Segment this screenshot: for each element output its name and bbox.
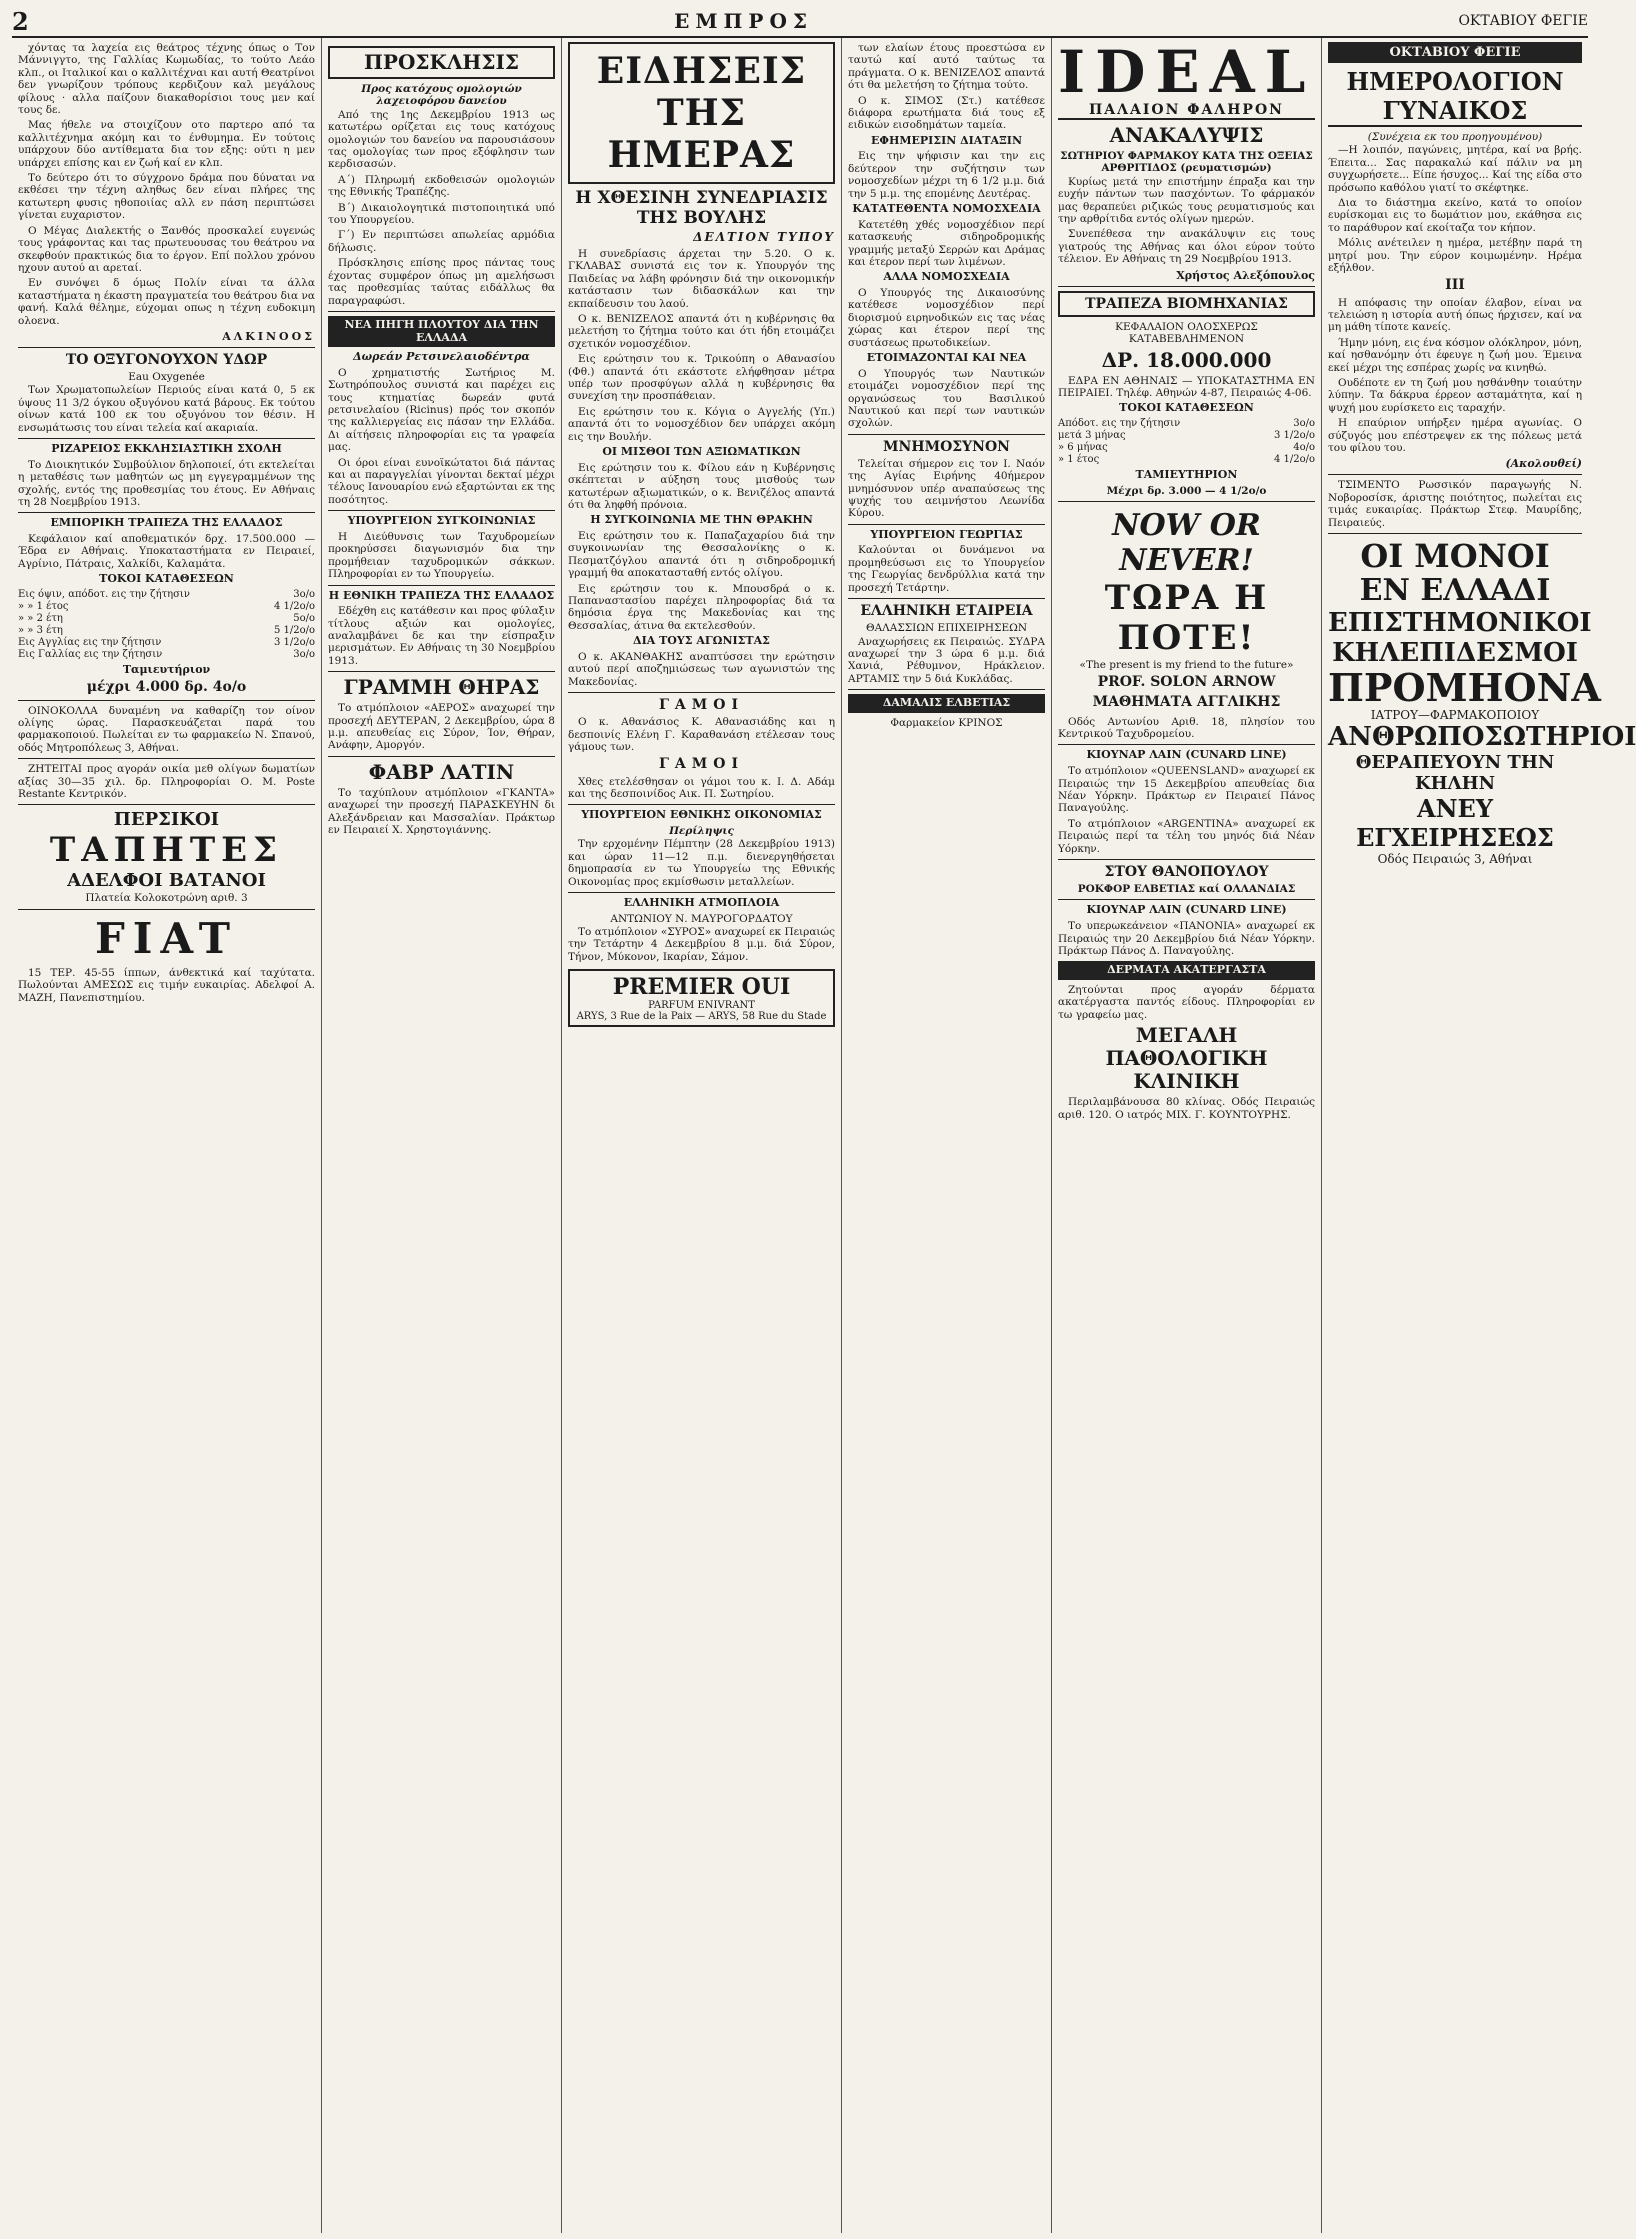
article-intro: χόντας τα λαχεία εις θεάτρος τέχνης όπως ο Τον Μάννιγγτο, της Γαλλίας Κωμωδίας, το τούτο Λεάο κλπ., οι Ιταλικοί και ο καλλιτέχναι και αυτή Θεατρίνοι δεν γνωρίζουν τρόπους κερδιζουν καλ μεγάλους φίλους · αλλα παίζουν διακαθορίσιοι τους μεν καί τους δε.: [18, 42, 315, 117]
serial-text: Ουδέποτε εν τη ζωή μου ησθάνθην τοιαύτην λύπην. Τα δάκρυα έρρεον ασταμάτητα, καί η ψυχή μου ευρίσκετο εις ταραχήν.: [1328, 377, 1582, 414]
ideal-ad-sub: ΠΑΛΑΙΟΝ ΦΑΛΗΡΟΝ: [1089, 102, 1284, 118]
paper-name: ΕΜΠΡΟΣ: [674, 9, 814, 33]
fiat-ad-title: FIAT: [94, 913, 238, 963]
discovery-text: Συνεπέθεσα την ανακάλυψιν εις τους γιατρούς της Αθήνας και όλοι εύρον τούτο τέλειον. Εν Αθήναις τη 29 Νοεμβρίου 1913.: [1058, 228, 1315, 266]
company-text: Αναχωρήσεις εκ Πειραιώς. ΣΥΔΡΑ αναχωρεί την 3 ώρα 6 μ.μ. διά Χανιά, Ρέθυμνον, Ηράκλειον. ΑΡΤΑΜΙΣ την 5 διά Κυκλάδας.: [848, 635, 1045, 685]
rate-row: [18, 637, 315, 649]
salaries-text: Εις ερώτησιν του κ. Φίλου εάν η Κυβέρνησις σκέπτεται ν αύξηση τους μισθούς των κατωτέρων αξιωματικών, ο κ. Βενιζέλος απαντά ότι θα ληφθή πρόνοια.: [568, 461, 835, 511]
divider: [1058, 286, 1315, 287]
parliament-text: Ο κ. ΒΕΝΙΖΕΛΟΣ απαντά ότι η κυβέρνησις θα μελετήση το ζήτημα τούτο και ότι ήδη ετοιμάζει σχετικόν νομοσχέδιον.: [568, 313, 835, 350]
economy-subheading: Περίληψις: [669, 824, 734, 837]
rate-row: [1058, 430, 1315, 442]
parliament-text: Η συνεδρίασις άρχεται την 5.20. Ο κ. ΓΚΛΑΒΑΣ συνιστά εις τον κ. Υπουργόν της Παιδείας να λάβη φρόνησιν διά την οικονομικήν κατάστασιν των διδασκάλων και την εκπαίδευσιν του λαού.: [568, 248, 835, 310]
divider: [18, 758, 315, 759]
school-heading: ΡΙΖΑΡΕΙΟΣ ΕΚΚΛΗΣΙΑΣΤΙΚΗ ΣΧΟΛΗ: [51, 442, 282, 456]
parliament-text: Εις ερώτησιν του κ. Τρικούπη ο Αθανασίου (Φθ.) απαντά ότι εκάστοτε ελήφθησαν μέτρα υπέρ των προσφύγων αλλά η κυβέρνησις θα συνεχίση την προσπάθειαν.: [568, 353, 835, 403]
divider: [328, 671, 555, 672]
agenda-heading: ΕΦΗΜΕΡΙΣΙΝ ΔΙΑΤΑΞΙΝ: [870, 133, 1023, 147]
serial-text: Μόλις ανέτειλεν η ημέρα, μετέβην παρά τη μητρί μου. Την εύρον κοιμωμένην. Ηρέμα εξήλθον.: [1328, 237, 1582, 275]
serial-text: —Η λοιπόν, παγώνεις, μητέρα, καί να βρής. Έπειτα... Σας παρακαλώ καί πάλιν να μη συγχωρήσετε... Είπε ήσυχος... Καί της είδα στο πρόσωπο καθόλου γιατί το σκέφτηκε.: [1328, 144, 1582, 194]
wealth-heading: ΝΕΑ ΠΗΓΗ ΠΛΟΥΤΟΥ ΔΙΑ ΤΗΝ ΕΛΛΑΔΑ: [328, 316, 555, 347]
other-bills-text: Ο Υπουργός της Δικαιοσύνης κατέθεσε νομοσχέδιον περί διορισμού ειρηνοδικών εις τας νέας χώρας και έτερον περί της συστάσεως πρωτοδικείων.: [848, 287, 1045, 349]
agriculture-text: Καλούνται οι δυνάμενοι να προμηθεύσωσι εις το Υπουργείον της Γεωργίας δενδρύλλια κατά την προσεχή Τετάρτην.: [848, 544, 1045, 594]
ideal-ad: [1058, 38, 1316, 120]
oinokola-ad: ΟΙΝΟΚΟΛΛΑ δυναμένη να καθαρίζη τον οίνον ολίγης ώρας. Παρασκευάζεται παρά του φαρμακοποιού. Πωλείται εν τω φαρμακείω Ν. Σπανού, οδός Μητροπόλεως 3, Αθήναι.: [18, 704, 315, 754]
rate-row: [18, 601, 315, 613]
divider: [848, 598, 1045, 599]
thrace-text: Εις ερώτησιν του κ. Μπουσδρά ο κ. Παπαναστασίου παρέχει πληροφορίας διά τα δημόσια έργα της Μακεδονίας και της Θεσσαλίας, άτινα θα εκτελεσθούν.: [568, 582, 835, 632]
divider: [848, 689, 1045, 690]
divider: [568, 804, 835, 805]
serial-continued: (Συνέχεια εκ του προηγουμένου): [1367, 131, 1543, 143]
rate-label: » 1 έτος: [1058, 454, 1100, 466]
oxygen-text: Των Χρωματοπωλείων Περιούς είναι κατά 0, 5 εκ ύψους 11 3/2 όγκου οξυγόνου κατά βάρους. Εκ τούτου οίνων κατά 100 εκ του οξυγόνου τον θέσιν. Η ενσωμάτωσις του είναι τελεία καί ακαριαία.: [18, 384, 315, 434]
rate-label: Εις Αγγλίας εις την ζήτησιν: [18, 636, 162, 648]
hernia-ad-line: ΑΝΕΥ ΕΓΧΕΙΡΗΣΕΩΣ: [1356, 794, 1554, 853]
serial-author: ΟΚΤΑΒΙΟΥ ΦΕΓΙΕ: [1328, 42, 1582, 63]
weddings-heading: ΓΑΜΟΙ: [658, 697, 745, 714]
discovery-subheading: ΣΩΤΗΡΙΟΥ ΦΑΡΜΑΚΟΥ ΚΑΤΑ ΤΗΣ ΟΞΕΙΑΣ ΑΡΘΡΙΤΙΔΟΣ (ρευματισμών): [1060, 150, 1313, 175]
article-signature: ΑΛΚΙΝΟΟΣ: [222, 329, 315, 343]
hernia-belt-ad: [1328, 537, 1636, 867]
rate-value: 4ο/ο: [1293, 442, 1315, 454]
national-bank-text: Εδέχθη εις κατάθεσιν και προς φύλαξιν τίτλους αξιών και ομολογίες, αναλαμβάνει δε και την είσπραξιν μερισμάτων. Εν Αθήναις τη 30 Νοεμβρίου 1913.: [328, 605, 555, 667]
hernia-ad-line: ΕΠΙΣΤΗΜΟΝΙΚΟΙ: [1328, 608, 1592, 639]
thira-line-text: Το ατμόπλοιον «ΑΕΡΟΣ» αναχωρεί την προσεχή ΔΕΥΤΕΡΑΝ, 2 Δεκεμβρίου, ώρα 8 μ.μ. απευθείας εις Σύρον, Ίον, Θήραν, Ανάφην, Αμοργόν.: [328, 702, 555, 752]
divider: [18, 347, 315, 348]
cunard-text: Το ατμόπλοιον «ARGENTINA» αναχωρεί εκ Πειραιώς περί τα τέλη του μηνός διά Νέαν Υόρκην.: [1058, 817, 1315, 855]
rate-row: [1058, 418, 1315, 430]
serial-text: Ήμην μόνη, εις ένα κόσμον ολόκληρον, μόνη, καί ησθανόμην ότι έφευγε η ζωή μου. Έμεινα εκεί μέχρι της εσπέρας χωρίς να κινηθώ.: [1328, 336, 1582, 374]
perfume-ad-sub: PARFUM ENIVRANT: [648, 1000, 755, 1012]
fiat-ad-text: 15 ΤΕΡ. 45-55 ίππων, άνθεκτικά καί ταχύτατα. Πωλούνται ΑΜΕΣΩΣ εις τιμήν ευκαιρίας. Αδελφοί Α. ΜΑΖΗ, Πανεπιστημίου.: [18, 966, 315, 1004]
rate-value: 4 1/2ο/ο: [273, 600, 315, 612]
wealth-text: Οι όροι είναι ευνοϊκώτατοι διά πάντας και αι παραγγελίαι γίνονται δεκταί μέχρι τέλους Ιανουαρίου ενώ εξαρτώνται εκ της ποσότητος.: [328, 456, 555, 506]
article-paragraph: Το δεύτερο ότι το σύγχρονο δράμα που δύναται να εκθέσει την τέχνη αληθως δεν είναι πλήρες της κατωτερη φυσις ηθοποιίας αλλ εν πάση περιπτώσει γίνεται ευχαριστον.: [18, 172, 315, 222]
thanopoulos-heading: ΣΤΟΥ ΘΑΝΟΠΟΥΛΟΥ: [1104, 863, 1269, 880]
rate-label: Εις Γαλλίας εις την ζήτησιν: [18, 648, 163, 660]
cunard-text: Το ατμόπλοιον «QUEENSLAND» αναχωρεί εκ Πειραιώς την 15 Δεκεμβρίου απευθείας δια Νέαν Υόρκην. Πράκτωρ εν Πειραιεί Πάνος Παναγούλης.: [1058, 765, 1315, 815]
english-ad-motto: «The present is my friend to the future»: [1079, 659, 1294, 672]
rate-value: 5ο/ο: [293, 612, 315, 624]
industry-bank-heading: ΤΡΑΠΕΖΑ ΒΙΟΜΗΧΑΝΙΑΣ: [1058, 291, 1315, 317]
thrace-text: Εις ερώτησιν του κ. Παπαζαχαρίου διά την συγκοινωνίαν της Θεσσαλονίκης ο κ. Πεσματζόγλου απαντά ότι η σιδηροδρομική γραμμή θα αποκατασταθή εντός ολίγου.: [568, 530, 835, 580]
wanted-ad: ΖΗΤΕΙΤΑΙ προς αγοράν οικία μεθ ολίγων δωματίων αξίας 30—35 χιλ. δρ. Πληροφορίαι Ο. Μ. Poste Restante Κεντρικόν.: [18, 763, 315, 800]
invitation-heading: ΠΡΟΣΚΛΗΣΙΣ: [328, 46, 555, 79]
hernia-ad-line: ΙΑΤΡΟΥ—ΦΑΡΜΑΚΟΠΟΙΟΥ: [1370, 708, 1540, 723]
press-bulletin-label: ΔΕΛΤΙΟΝ ΤΥΠΟΥ: [693, 230, 835, 244]
bank-text: Κεφάλαιον καί αποθεματικόν δρχ. 17.500.000 — Έδρα εν Αθήναις. Υποκαταστήματα εν Πειραιεί, Αγρίνιο, Πάτραις, Χαλκίδι, Καλαμάτα.: [18, 532, 315, 570]
invitation-subheading: Προς κατόχους ομολογιών λαχειοφόρου δανείου: [361, 83, 522, 108]
rate-label: » » 3 έτη: [18, 624, 63, 636]
rate-label: » » 1 έτος: [18, 600, 69, 612]
fabre-line-text: Το ταχύπλουν ατμόπλοιον «ΓΚΑΝΤΑ» αναχωρεί την προσεχή ΠΑΡΑΣΚΕΥΗΝ δι Αλεξάνδρειαν και Μασσαλίαν. Πράκτωρ εν Πειραιεί Χ. Χρηστογιάννης.: [328, 786, 555, 837]
agriculture-heading: ΥΠΟΥΡΓΕΙΟΝ ΓΕΩΡΓΙΑΣ: [870, 527, 1023, 541]
rate-label: Εις όψιν, απόδοτ. εις την ζήτησιν: [18, 588, 190, 600]
divider: [568, 692, 835, 693]
company-subheading: ΘΑΛΑΣΣΙΩΝ ΕΠΙΧΕΙΡΗΣΕΩΝ: [865, 622, 1028, 635]
vaccine-ad-heading: ΔΑΜΑΛΙΣ ΕΛΒΕΤΙΑΣ: [848, 694, 1045, 713]
serial-to-be-continued: (Ακολουθεί): [1505, 457, 1582, 471]
industry-bank-sub: ΚΕΦΑΛΑΙΟΝ ΟΛΟΣΧΕΡΩΣ ΚΑΤΑΒΕΒΛΗΜΕΝΟΝ: [1115, 320, 1258, 346]
weddings-text: Χθες ετελέσθησαν οι γάμοι του κ. Ι. Δ. Αδάμ και της δεσποινίδος Αικ. Π. Σωτηρίου.: [568, 775, 835, 800]
invitation-item: Α΄) Πληρωμή εκδοθεισών ομολογιών της Εθνικής Τραπέζης.: [328, 173, 555, 199]
column-4: [842, 38, 1052, 2233]
rate-label: μετά 3 μήνας: [1058, 430, 1126, 442]
news-masthead: [568, 42, 835, 184]
wealth-subheading: Δωρεάν Ρετσινελαιοδέντρα: [353, 350, 530, 364]
bills-text: Κατετέθη χθές νομοσχέδιον περί κατασκευής σιδηροδρομικής γραμμής μεταξύ Σερρών και Δράμας και έτερον περί των λιμένων.: [848, 218, 1045, 268]
column-6: [1322, 38, 1636, 2233]
invitation-item: Β΄) Δικαιολογητικά πιστοποιητικά υπό του Υπουργείου.: [328, 201, 555, 227]
hernia-ad-line: ΑΝΘΡΩΠΟΣΩΤΗΡΙΟΙ: [1328, 722, 1636, 753]
rate-label: » » 2 έτη: [18, 612, 63, 624]
rate-row: [18, 613, 315, 625]
cunard-heading: ΚΙΟΥΝΑΡ ΛΑΙΝ (CUNARD LINE): [1086, 748, 1287, 762]
article-paragraph: Εν συνόψει δ όμως Πολίν είναι τα άλλα καταστήματα η έκαστη πραγματεία του θεάτρου δια να φανή. Καλά θέλημε, εύχομαι οπως η τέχνη ευδοκιμη ολοενα.: [18, 277, 315, 327]
hernia-ad-line: ΘΕΡΑΠΕΥΟΥΝ ΤΗΝ ΚΗΛΗΝ: [1355, 752, 1555, 795]
oxygen-subheading: Eau Oxygenée: [128, 371, 205, 384]
hernia-ad-line: ΚΗΛΕΠΙΔΕΣΜΟΙ: [1332, 638, 1578, 669]
masthead-right: ΟΚΤΑΒΙΟΥ ΦΕΓΙΕ: [1458, 13, 1588, 29]
shipping-heading: ΕΛΛΗΝΙΚΗ ΑΤΜΟΠΛΟΙΑ: [623, 896, 780, 909]
leather-text: Ζητούνται προς αγοράν δέρματα ακατέργαστα παντός είδους. Πληροφορίαι εν τω γραφείω μας.: [1058, 983, 1315, 1021]
rate-row: [1058, 454, 1315, 466]
savings-rate: μέχρι 4.000 δρ. 4ο/ο: [86, 679, 247, 696]
rate-value: 5 1/2ο/ο: [273, 624, 315, 636]
divider: [18, 804, 315, 805]
clinic-text: Περιλαμβάνουσα 80 κλίνας. Οδός Πειραιώς αριθ. 120. Ο ιατρός ΜΙΧ. Γ. ΚΟΥΝΤΟΥΡΗΣ.: [1058, 1096, 1315, 1121]
cunard-heading: ΚΙΟΥΝΑΡ ΛΑΙΝ (CUNARD LINE): [1086, 903, 1287, 917]
now-or-never-slogan: NOW OR NEVER!: [1112, 508, 1261, 579]
column-2: [322, 38, 562, 2233]
article-paragraph: Ο Μέγας Διαλεκτής ο Ξανθός προσκαλεί ευγενώς τους γράφοντας και τας πρωτευουσας του θεάτρου να σκεφθούν πρακτικώς δια το έργον. Επί πολλου χρόνου ηχουν αυτού αι αρεταί.: [18, 224, 315, 274]
english-ad-address: Οδός Αντωνίου Αριθ. 18, πλησίον του Κεντρικού Ταχυδρομείου.: [1058, 715, 1315, 741]
rate-row: [1058, 442, 1315, 454]
fighters-heading: ΔΙΑ ΤΟΥΣ ΑΓΩΝΙΣΤΑΣ: [633, 634, 770, 648]
serial-chapter: ΙΙΙ: [1445, 277, 1465, 294]
savings-heading: Ταμιευτήριον: [122, 662, 211, 676]
industry-bank-capital: ΔΡ. 18.000.000: [1101, 347, 1272, 372]
weddings-text: Ο κ. Αθανάσιος Κ. Αθανασιάδης και η δεσποινίς Ελένη Γ. Καραθανάση ετέλεσαν τους γάμους των.: [568, 716, 835, 754]
perfume-ad-address: ARYS, 3 Rue de la Paix — ARYS, 58 Rue du Stade: [576, 1011, 827, 1023]
invitation-text: Πρόσκλησις επίσης προς πάντας τους έχοντας συμφέρον όπως μη αμελήσωσι τας προθεσμίας ταύτας ειδάλλως θα παραγραφώσι.: [328, 257, 555, 307]
parliament-cont: Ο κ. ΣΙΜΟΣ (Στ.) κατέθεσε διάφορα ερωτήματα διά τους εξ ειδικών εισοδημάτων ταμεία.: [848, 94, 1045, 132]
divider: [328, 756, 555, 757]
column-1: [12, 38, 322, 2233]
carpets-ad-line2: ΤΑΠΗΤΕΣ: [49, 830, 284, 871]
hernia-ad-brand: ΠΡΟΜΗΟΝΑ: [1328, 665, 1601, 711]
divider: [568, 892, 835, 893]
rate-label: » 6 μήνας: [1058, 442, 1108, 454]
leather-heading: ΔΕΡΜΑΤΑ ΑΚΑΤΕΡΓΑΣΤΑ: [1058, 961, 1315, 980]
divider: [1058, 501, 1315, 502]
rate-value: 3ο/ο: [293, 648, 315, 660]
hernia-ad-line: ΟΙ ΜΟΝΟΙ: [1360, 537, 1550, 576]
news-masthead-title: ΕΙΔΗΣΕΙΣ ΤΗΣ ΗΜΕΡΑΣ: [596, 50, 807, 176]
divider: [1328, 533, 1582, 534]
english-ad-teacher: PROF. SOLON ARNOW: [1097, 674, 1276, 691]
rate-label: Απόδοτ. εις την ζήτησιν: [1058, 418, 1181, 430]
discovery-heading: ΑΝΑΚΑΛΥΨΙΣ: [1109, 123, 1264, 147]
rate-value: 4 1/2ο/ο: [1273, 454, 1315, 466]
rate-row: [18, 625, 315, 637]
memorial-text: Τελείται σήμερον εις τον Ι. Ναόν της Αγίας Ειρήνης 40ήμερον μνημόσυνον υπέρ αναπαύσεως της ψυχής του αειμνήστου Λεωνίδα Κύρου.: [848, 457, 1045, 520]
shipping-text: Το ατμόπλοιον «ΣΥΡΟΣ» αναχωρεί εκ Πειραιώς την Τετάρτην 4 Δεκεμβρίου 8 μ.μ. διά Σύρον, Τήνον, Μύκονον, Ικαρίαν, Σάμον.: [568, 926, 835, 963]
thrace-heading: Η ΣΥΓΚΟΙΝΩΝΙΑ ΜΕ ΤΗΝ ΘΡΑΚΗΝ: [590, 513, 813, 527]
parliament-text: Εις ερώτησιν του κ. Κόγια ο Αγγελής (Υπ.) απαντά ότι το νομοσχέδιον δεν υπάρχει ακόμη εις την Βουλήν.: [568, 405, 835, 443]
serial-title: ΗΜΕΡΟΛΟΓΙΟΝ ΓΥΝΑΙΚΟΣ: [1328, 67, 1582, 127]
rate-value: 3 1/2ο/ο: [273, 636, 315, 648]
divider: [1058, 859, 1315, 860]
columns: [12, 38, 1636, 2233]
company-heading: ΕΛΛΗΝΙΚΗ ΕΤΑΙΡΕΙΑ: [860, 603, 1033, 620]
bills-heading: ΚΑΤΑΤΕΘΕΝΤΑ ΝΟΜΟΣΧΕΔΙΑ: [852, 202, 1041, 216]
divider: [18, 700, 315, 701]
deposit-rates-heading: ΤΟΚΟΙ ΚΑΤΑΘΕΣΕΩΝ: [99, 572, 234, 586]
now-or-never-greek: ΤΩΡΑ Η ΠΟΤΕ!: [1104, 578, 1269, 659]
serial-text: Η επαύριον υπήρξεν ημέρα αγωνίας. Ο σύζυγός μου επέστρεψεν εκ της πόλεως μετά του φίλου του.: [1328, 417, 1582, 455]
masthead: [12, 6, 1588, 38]
clinic-heading: ΜΕΓΑΛΗ ΠΑΘΟΛΟΓΙΚΗ ΚΛΙΝΙΚΗ: [1105, 1023, 1268, 1094]
serial-text: Η απόφασις την οποίαν έλαβον, είναι να τελειώση η ιστορία αυτή όπως ήρχισεν, καί να μη μάθη τίποτε κανείς.: [1328, 296, 1582, 334]
national-bank-heading: Η ΕΘΝΙΚΗ ΤΡΑΠΕΖΑ ΤΗΣ ΕΛΛΑΔΟΣ: [328, 588, 555, 602]
column-5: [1052, 38, 1322, 2233]
rate-value: 3 1/2ο/ο: [1273, 430, 1315, 442]
hernia-ad-address: Οδός Πειραιώς 3, Αθήναι: [1377, 852, 1533, 867]
divider: [328, 585, 555, 586]
shipping-subheading: ΑΝΤΩΝΙΟΥ Ν. ΜΑΥΡΟΓΟΡΔΑΤΟΥ: [610, 912, 793, 925]
rate-row: [18, 589, 315, 601]
agenda-text: Εις την ψήφισιν και την εις δεύτερον την συζήτησιν των νομοσχεδίων μέχρι τη 6 1/2 μ.μ. διά την 5 μ.μ. της επομένης Δευτέρας.: [848, 150, 1045, 200]
serial-text: Δια το διάστημα εκείνο, κατά το οποίον ευρίσκομαι εις το δωμάτιον μου, εκάθησα εις το παράθυρον καί εκοίταζα τον κήπον.: [1328, 197, 1582, 234]
fabre-line-heading: ΦΑΒΡ ΛΑΤΙΝ: [368, 759, 515, 784]
divider: [1058, 899, 1315, 900]
invitation-text: Από της 1ης Δεκεμβρίου 1913 ως κατωτέρω ορίζεται εις τους κατόχους ομολογιών του δανείου να παρουσιάσουν τας ομολογίας των προς εξόφλησιν των κερδισασών.: [328, 108, 555, 171]
hernia-ad-line: ΕΝ ΕΛΛΑΔΙ: [1359, 573, 1551, 609]
discovery-text: Κυρίως μετά την επιστήμην έπραξα και την ευχήν πάντων των πασχόντων. Το φάρμακόν μας θεραπεύει ριζικώς τους ρευματισμούς και την αρθρίτιδα εντός ολίγων ημερών.: [1058, 175, 1315, 226]
invitation-item: Γ΄) Εν περιπτώσει απωλείας αρμόδια δήλωσις.: [328, 229, 555, 254]
parliament-cont: των ελαίων έτους προεστώσα εν ταυτώ καί αυτό ταύτως τα πράγματα. Ο κ. ΒΕΝΙΖΕΛΟΣ απαντά ότι θα μελετήση το ζήτημα τούτο.: [848, 42, 1045, 92]
cunard-text: Το υπερωκεάνειον «ΠΑΝΟΝΙΑ» αναχωρεί εκ Πειραιώς την 20 Δεκεμβρίου διά Νέαν Υόρκην. Πράκτωρ Πάνος Δ. Παναγούλης.: [1058, 920, 1315, 957]
carpets-ad-address: Πλατεία Κολοκοτρώνη αριθ. 3: [85, 892, 248, 905]
industry-rates-list: [1058, 418, 1315, 466]
english-lessons-ad: [1058, 508, 1315, 710]
rates-heading: ΤΟΚΟΙ ΚΑΤΑΘΕΣΕΩΝ: [1119, 401, 1254, 415]
vaccine-ad-text: Φαρμακείον ΚΡΙΝΟΣ: [890, 716, 1003, 729]
perfume-ad-title: PREMIER OUI: [612, 974, 791, 1001]
new-bills-text: Ο Υπουργός των Ναυτικών ετοιμάζει νομοσχέδιον περί της οργανώσεως του Βασιλικού Ναυτικού και περί των ναυτικών σχολών.: [848, 367, 1045, 430]
economy-text: Την ερχομένην Πέμπτην (28 Δεκεμβρίου 1913) και ώραν 11—12 π.μ. διενεργηθήσεται δημοπρασία εν τω Υπουργείω της Εθνικής Οικονομίας προς εκμίσθωσιν μεταλλείων.: [568, 838, 835, 888]
carpets-ad: [18, 809, 315, 904]
ideal-ad-title: IDEAL: [1058, 38, 1316, 106]
economy-ministry-heading: ΥΠΟΥΡΓΕΙΟΝ ΕΘΝΙΚΗΣ ΟΙΚΟΝΟΜΙΑΣ: [581, 808, 822, 822]
divider: [1328, 474, 1582, 475]
school-text: Το Διοικητικόν Συμβούλιον δηλοποιεί, ότι εκτελείται η μεταθέσις των μαθητών ως μη εγγεγραμμένων της σχολής, εντός της προθεσμίας του έτους. Εν Αθήναις τη 28 Νοεμβρίου 1913.: [18, 458, 315, 508]
divider: [328, 510, 555, 511]
ministry-heading: ΥΠΟΥΡΓΕΙΟΝ ΣΥΓΚΟΙΝΩΝΙΑΣ: [347, 514, 536, 528]
fighters-text: Ο κ. ΑΚΑΝΘΑΚΗΣ αναπτύσσει την ερώτησιν αυτού περί αποζημιώσεως των αγωνιστών της Μακεδονίας.: [568, 650, 835, 688]
wealth-text: Ο χρηματιστής Σωτήριος Μ. Σωτηρόπουλος συνιστά και παρέχει εις τους κτηματίας δωρεάν φυτά ρετσινελαίου (Ricinus) πρός τον σκοπόν της καλλιεργείας εις πάσαν την Ελλάδα. Δι αίτήσεις πληροφορίαι εις τα γραφεία μας.: [328, 366, 555, 454]
ministry-text: Η Διεύθυνσις των Ταχυδρομείων προκηρύσσει διαγωνισμόν δια την προμήθειαν ταχυδρομικών σάκκων. Πληροφορίαι εν τω Υπουργείω.: [328, 530, 555, 581]
divider: [1058, 744, 1315, 745]
oxygen-heading: ΤΟ ΟΞΥΓΟΝΟΥΧΟΝ ΥΔΩΡ: [65, 351, 268, 368]
divider: [18, 909, 315, 910]
article-paragraph: Μας ήθελε να στοιχίζουν οτο παρτερο από τα καλλιτέχνημα ακόμη και το ένθυμημα. Εν τούτοις υπάρχουν δύο αντίθεματα δια τον εξης: ούτι η μεν υπάρχει επίσης και εν ζωή καί εν κλπ.: [18, 119, 315, 169]
bank-heading: ΕΜΠΟΡΙΚΗ ΤΡΑΠΕΖΑ ΤΗΣ ΕΛΛΑΔΟΣ: [50, 516, 283, 530]
discovery-signature: Χρήστος Αλεξόπουλος: [1176, 268, 1315, 282]
savings-rate: Μέχρι δρ. 3.000 — 4 1/2ο/ο: [1106, 484, 1267, 497]
divider: [18, 512, 315, 513]
deposit-rates-list: [18, 589, 315, 661]
divider: [328, 311, 555, 312]
column-3: [562, 38, 842, 2233]
rate-value: 3ο/ο: [1293, 418, 1315, 430]
industry-bank-text: ΕΔΡΑ ΕΝ ΑΘΗΝΑΙΣ — ΥΠΟΚΑΤΑΣΤΗΜΑ ΕΝ ΠΕΙΡΑΙΕΙ. Τηλέφ. Αθηνών 4-87, Πειραιώς 4-06.: [1058, 374, 1315, 399]
divider: [848, 434, 1045, 435]
thanopoulos-sub: ΡΟΚΦΟΡ ΕΛΒΕΤΙΑΣ καί ΟΛΛΑΝΔΙΑΣ: [1077, 883, 1296, 896]
english-ad-lessons: ΜΑΘΗΜΑΤΑ ΑΓΓΛΙΚΗΣ: [1092, 693, 1281, 710]
thira-line-heading: ΓΡΑΜΜΗ ΘΗΡΑΣ: [343, 675, 540, 700]
perfume-ad: [568, 969, 835, 1027]
divider: [18, 438, 315, 439]
rate-row: [18, 649, 315, 661]
cement-ad: ΤΣΙΜΕΝΤΟ Ρωσσικόν παραγωγής Ν. Νοβοροσίσκ, άριστης ποιότητος, πωλείται εις τιμάς ευκαιρίας. Πράκτωρ Στεφ. Μαυρίδης, Πειραιεύς.: [1328, 479, 1582, 529]
savings-heading: ΤΑΜΙΕΥΤΗΡΙΟΝ: [1135, 468, 1238, 482]
weddings-heading: ΓΑΜΟΙ: [658, 756, 745, 773]
rate-value: 3ο/ο: [293, 588, 315, 600]
divider: [848, 524, 1045, 525]
parliament-heading: Η ΧΘΕΣΙΝΗ ΣΥΝΕΔΡΙΑΣΙΣ ΤΗΣ ΒΟΥΛΗΣ: [575, 188, 828, 228]
new-bills-heading: ΕΤΟΙΜΑΖΟΝΤΑΙ ΚΑΙ ΝΕΑ: [866, 351, 1027, 365]
carpets-ad-line1: ΠΕΡΣΙΚΟΙ: [113, 809, 220, 831]
page-number: 2: [12, 6, 29, 36]
salaries-heading: ΟΙ ΜΙΣΘΟΙ ΤΩΝ ΑΞΙΩΜΑΤΙΚΩΝ: [602, 445, 801, 459]
memorial-heading: ΜΝΗΜΟΣΥΝΟΝ: [883, 438, 1010, 455]
carpets-ad-line3: ΑΔΕΛΦΟΙ ΒΑΤΑΝΟΙ: [67, 870, 266, 892]
other-bills-heading: ΑΛΛΑ ΝΟΜΟΣΧΕΔΙΑ: [883, 270, 1010, 284]
